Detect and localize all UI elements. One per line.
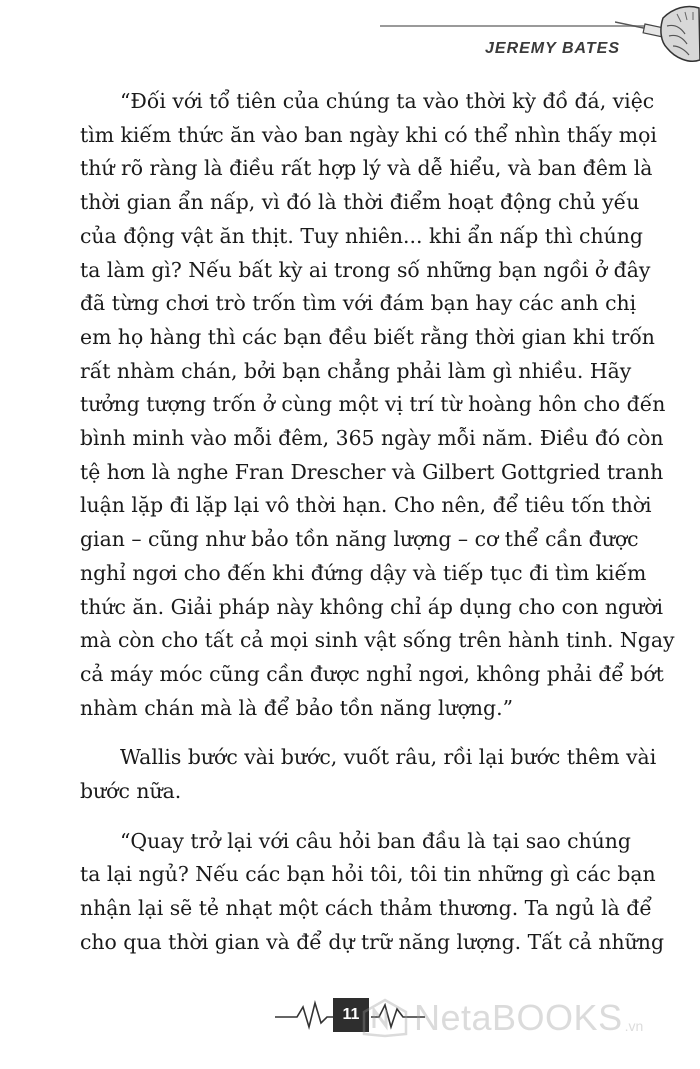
- text-line: tệ hơn là nghe Fran Drescher và Gilbert Gottgried tranh: [80, 459, 664, 484]
- watermark: [362, 998, 643, 1038]
- page-header: [0, 0, 700, 80]
- page-footer: [0, 990, 700, 1050]
- text-line: của động vật ăn thịt. Tuy nhiên... khi ẩn nấp thì chúng: [80, 223, 643, 248]
- text-line: đã từng chơi trò trốn tìm với đám bạn hay các anh chị: [80, 291, 637, 316]
- text-line: nhàm chán mà là để bảo tồn năng lượng.”: [80, 695, 514, 720]
- text-line: thời gian ẩn nấp, vì đó là thời điểm hoạt động chủ yếu: [80, 190, 640, 215]
- paragraph-1: [80, 85, 675, 725]
- text-line: tìm kiếm thức ăn vào ban ngày khi có thể nhìn thấy mọi: [80, 122, 657, 147]
- watermark-logo-icon: [362, 998, 408, 1038]
- running-header-author: JEREMY BATES: [485, 40, 620, 57]
- text-line: Wallis bước vài bước, vuốt râu, rồi lại bước thêm vài: [120, 745, 657, 770]
- text-line: ta làm gì? Nếu bất kỳ ai trong số những bạn ngồi ở đây: [80, 257, 651, 282]
- text-line: “Đối với tổ tiên của chúng ta vào thời kỳ đồ đá, việc: [120, 89, 655, 113]
- text-line: gian – cũng như bảo tồn năng lượng – cơ thể cần được: [80, 527, 639, 552]
- paragraph-3: [80, 825, 664, 960]
- text-line: cả máy móc cũng cần được nghỉ ngơi, không phải để bớt: [80, 661, 664, 686]
- paragraph-2: [80, 741, 657, 808]
- watermark-suffix: .vn: [624, 1018, 644, 1034]
- text-line: tưởng tượng trốn ở cùng một vị trí từ hoàng hôn cho đến: [80, 392, 666, 417]
- text-line: thứ rõ ràng là điều rất hợp lý và dễ hiểu, và ban đêm là: [80, 156, 653, 181]
- text-line: nhận lại sẽ tẻ nhạt một cách thảm thương. Ta ngủ là để: [80, 896, 652, 921]
- text-line: ta lại ngủ? Nếu các bạn hỏi tôi, tôi tin những gì các bạn: [80, 862, 656, 887]
- text-line: bình minh vào mỗi đêm, 365 ngày mỗi năm. Điều đó còn: [80, 426, 664, 451]
- text-line: em họ hàng thì các bạn đều biết rằng thời gian khi trốn: [80, 324, 655, 349]
- text-line: cho qua thời gian và để dự trữ năng lượng. Tất cả những: [80, 929, 664, 954]
- text-line: bước nữa.: [80, 779, 182, 804]
- header-rule: [380, 25, 648, 27]
- text-line: thức ăn. Giải pháp này không chỉ áp dụng cho con người: [80, 594, 664, 619]
- watermark-brand: NetaBOOKS: [414, 997, 623, 1038]
- page-number: 11: [333, 998, 369, 1032]
- text-line: mà còn cho tất cả mọi sinh vật sống trên hành tinh. Ngay: [80, 628, 675, 653]
- text-line: rất nhàm chán, bởi bạn chẳng phải làm gì nhiều. Hãy: [80, 358, 632, 383]
- text-line: luận lặp đi lặp lại vô thời hạn. Cho nên, để tiêu tốn thời: [80, 493, 652, 518]
- page-body: [80, 85, 675, 960]
- text-line: nghỉ ngơi cho đến khi đứng dậy và tiếp tục đi tìm kiếm: [80, 560, 647, 585]
- hand-syringe-illustration: [615, 0, 700, 80]
- text-line: “Quay trở lại với câu hỏi ban đầu là tại sao chúng: [120, 828, 631, 853]
